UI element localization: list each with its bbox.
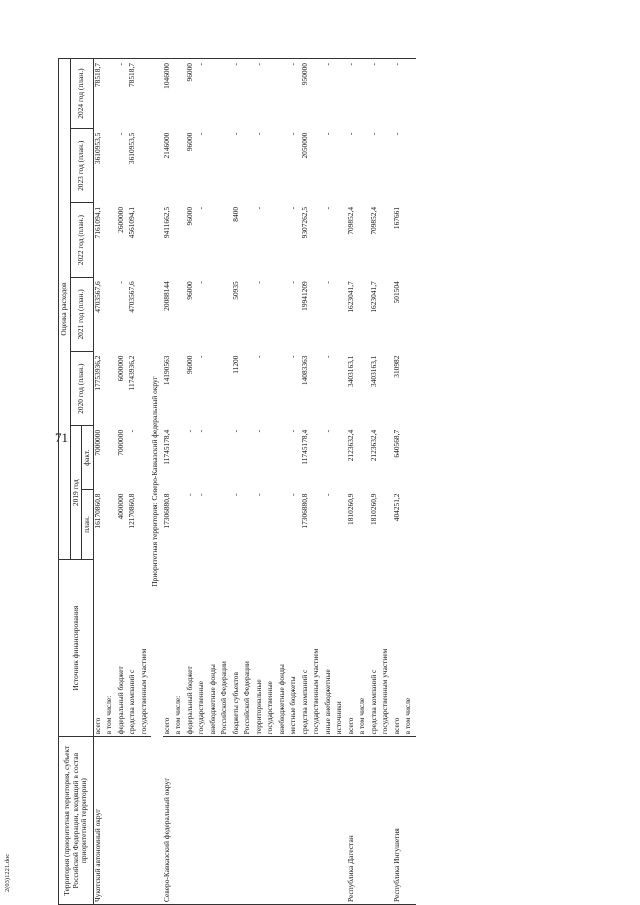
value-cell [278, 59, 290, 129]
territory-cell [117, 737, 129, 905]
table-row [335, 59, 347, 905]
value-cell [358, 277, 370, 351]
value-cell: 17306880,8 [161, 493, 171, 529]
value-cell [243, 426, 255, 490]
value-cell [220, 203, 232, 277]
value-cell [278, 352, 290, 426]
value-cell [381, 426, 393, 490]
source-cell: государственным участием [311, 648, 321, 735]
value-cell: 3403163,1 [368, 355, 378, 387]
value-cell [209, 277, 221, 351]
source-cell: территориальные [253, 679, 263, 735]
value-cell: - [289, 59, 301, 129]
section-heading-row [151, 59, 163, 905]
source-cell: внебюджетные фонды [207, 664, 217, 735]
value-cell [174, 426, 186, 490]
table-row [301, 59, 313, 905]
footer-filename: 2(03)1221.doc [4, 853, 11, 892]
value-cell [312, 426, 324, 490]
territory-cell [174, 737, 186, 905]
value-cell [278, 129, 290, 203]
value-cell [312, 277, 324, 351]
value-cell [105, 129, 117, 203]
table-row [404, 59, 416, 905]
value-cell: - [230, 429, 240, 433]
value-cell: 4000000 [115, 493, 125, 520]
value-cell: - [230, 493, 240, 496]
value-cell: - [184, 429, 194, 433]
territory-cell [301, 737, 313, 905]
rotated-table-sheet [58, 58, 640, 905]
territory-cell [220, 737, 232, 905]
value-cell [266, 203, 278, 277]
table-row [117, 59, 129, 905]
table-header [59, 59, 94, 905]
value-cell: 11745178,4 [161, 429, 171, 465]
value-cell: 4561094,1 [127, 206, 137, 239]
value-cell: - [288, 355, 298, 359]
value-cell [209, 59, 221, 129]
territory-cell [128, 737, 140, 905]
value-cell: 1046000 [163, 59, 175, 129]
value-cell: - [197, 59, 209, 129]
value-cell [209, 129, 221, 203]
value-cell: 19941209 [299, 281, 309, 311]
value-cell: 14190563 [161, 355, 171, 386]
value-cell: - [288, 281, 298, 284]
table-row [232, 59, 244, 905]
value-cell: - [255, 59, 267, 129]
table-row [266, 59, 278, 905]
territory-cell [255, 737, 267, 905]
value-cell: 4703567,6 [92, 281, 102, 313]
value-cell: 950000 [301, 59, 313, 129]
value-cell [404, 129, 416, 203]
value-cell [381, 277, 393, 351]
value-cell [335, 277, 347, 351]
value-cell [404, 277, 416, 351]
value-cell: - [196, 132, 206, 136]
value-cell [266, 352, 278, 426]
value-cell [312, 490, 324, 560]
value-cell: - [253, 132, 263, 136]
value-cell [220, 59, 232, 129]
value-cell: - [196, 493, 206, 496]
source-cell: средства компаний с [127, 669, 137, 735]
value-cell [335, 203, 347, 277]
table-row [381, 59, 393, 905]
header-territory: Территория (приоритетная территория, субъект Российской Федерации, входящий в состав приоритетной территории) [59, 737, 94, 905]
value-cell [381, 490, 393, 560]
source-cell: средства компаний с [368, 669, 378, 735]
value-cell: 6000000 [115, 355, 125, 382]
table-row [370, 59, 382, 905]
value-cell: - [196, 281, 206, 284]
value-cell: - [115, 132, 125, 136]
value-cell [140, 59, 152, 129]
value-cell: - [322, 132, 332, 136]
value-cell [140, 277, 152, 351]
value-cell [243, 352, 255, 426]
value-cell: 8400 [230, 206, 240, 222]
value-cell: 167661 [391, 206, 401, 230]
value-cell [220, 490, 232, 560]
header-2020: 2020 год (план.) [70, 352, 93, 426]
value-cell: 9411662,5 [161, 206, 171, 239]
territory-cell [381, 737, 393, 905]
value-cell: - [370, 59, 382, 129]
value-cell [174, 352, 186, 426]
value-cell: - [184, 493, 194, 496]
value-cell [381, 352, 393, 426]
value-cell: 7000000 [92, 429, 102, 456]
value-cell: 16170860,8 [92, 493, 102, 529]
table-row [220, 59, 232, 905]
value-cell [278, 277, 290, 351]
value-cell: - [391, 132, 401, 136]
table-row [197, 59, 209, 905]
source-cell: Российской Федерации [219, 661, 229, 735]
table-row [163, 59, 175, 905]
value-cell: 17753936,2 [92, 355, 102, 391]
table-row [128, 59, 140, 905]
value-cell: - [196, 429, 206, 433]
value-cell [174, 59, 186, 129]
value-cell: - [368, 132, 378, 136]
table-row [278, 59, 290, 905]
header-source: Источник финансирования [59, 560, 94, 737]
value-cell [220, 352, 232, 426]
table-row [209, 59, 221, 905]
value-cell: - [347, 59, 359, 129]
territory-cell: Северо-Кавказский федеральный округ [163, 737, 175, 905]
value-cell [404, 426, 416, 490]
table-body [93, 59, 416, 905]
value-cell: 96000 [184, 355, 194, 375]
value-cell: 709852,4 [345, 206, 355, 235]
value-cell: - [232, 59, 244, 129]
value-cell: 9307262,5 [299, 206, 309, 239]
value-cell [174, 203, 186, 277]
value-cell: - [253, 281, 263, 284]
value-cell: - [322, 493, 332, 496]
value-cell: - [322, 429, 332, 433]
value-cell [243, 203, 255, 277]
header-2024: 2024 год (план.) [70, 59, 93, 129]
value-cell [312, 59, 324, 129]
value-cell [220, 426, 232, 490]
value-cell [358, 352, 370, 426]
value-cell [209, 426, 221, 490]
source-cell: всего [161, 717, 171, 735]
value-cell: 3403163,1 [345, 355, 355, 387]
value-cell [335, 352, 347, 426]
value-cell [358, 129, 370, 203]
value-cell [358, 490, 370, 560]
value-cell [358, 59, 370, 129]
table-row [243, 59, 255, 905]
territory-cell [243, 737, 255, 905]
territory-cell [197, 737, 209, 905]
value-cell: - [324, 59, 336, 129]
value-cell [312, 203, 324, 277]
value-cell [105, 352, 117, 426]
value-cell: - [322, 355, 332, 359]
value-cell: 14083363 [299, 355, 309, 386]
value-cell [381, 59, 393, 129]
value-cell: 2050000 [299, 132, 309, 159]
value-cell: 7000000 [115, 429, 125, 456]
value-cell: - [253, 493, 263, 496]
value-cell: 1810260,9 [345, 493, 355, 525]
value-cell: 17306880,8 [299, 493, 309, 529]
territory-cell [266, 737, 278, 905]
source-cell: бюджеты субъектов [230, 672, 240, 735]
value-cell [358, 426, 370, 490]
expenses-table [58, 58, 416, 905]
source-cell: всего [92, 717, 102, 735]
value-cell [404, 203, 416, 277]
value-cell: 2123632,4 [368, 429, 378, 462]
value-cell: 640568,7 [391, 429, 401, 458]
territory-cell: Республика Ингушетия [393, 737, 405, 905]
value-cell [209, 490, 221, 560]
value-cell [140, 203, 152, 277]
source-cell: государственные [196, 681, 206, 735]
value-cell [140, 129, 152, 203]
value-cell [335, 59, 347, 129]
value-cell: 3610953,5 [92, 132, 102, 165]
table-row [93, 59, 105, 905]
territory-cell [209, 737, 221, 905]
value-cell: 96000 [186, 59, 198, 129]
value-cell: 12170860,8 [127, 493, 137, 529]
value-cell: 11743936,2 [127, 355, 137, 391]
source-cell: источники [334, 701, 344, 735]
value-cell: 11745178,4 [299, 429, 309, 465]
table-row [255, 59, 267, 905]
value-cell [174, 277, 186, 351]
value-cell: 709852,4 [368, 206, 378, 235]
value-cell [312, 352, 324, 426]
value-cell: - [322, 206, 332, 210]
source-cell: федеральный бюджет [184, 666, 194, 735]
value-cell: - [230, 132, 240, 136]
territory-cell [312, 737, 324, 905]
value-cell [105, 59, 117, 129]
value-cell: 4703567,6 [127, 281, 137, 313]
header-2021: 2021 год (план.) [70, 277, 93, 351]
value-cell [105, 426, 117, 490]
value-cell [105, 277, 117, 351]
page-number: 71 [55, 430, 68, 445]
value-cell [335, 129, 347, 203]
source-cell: государственным участием [380, 648, 390, 735]
value-cell: - [345, 132, 355, 136]
source-cell: внебюджетные фонды [276, 664, 286, 735]
value-cell [278, 203, 290, 277]
value-cell [243, 277, 255, 351]
value-cell: 78518,7 [128, 59, 140, 129]
value-cell [209, 352, 221, 426]
value-cell: 2123632,4 [345, 429, 355, 462]
source-cell: средства компаний с [299, 669, 309, 735]
value-cell [358, 203, 370, 277]
value-cell: 11200 [230, 355, 240, 374]
value-cell: 78518,7 [93, 59, 105, 129]
value-cell [278, 490, 290, 560]
value-cell [105, 203, 117, 277]
territory-cell [370, 737, 382, 905]
value-cell: - [322, 281, 332, 284]
source-cell: местные бюджеты [288, 676, 298, 735]
value-cell: 96000 [184, 132, 194, 152]
value-cell [243, 129, 255, 203]
value-cell: 20088144 [161, 281, 171, 311]
header-2019: 2019 год [70, 426, 82, 560]
table-row [105, 59, 117, 905]
value-cell: 2600000 [115, 206, 125, 233]
value-cell [266, 59, 278, 129]
territory-cell: Республика Дагестан [347, 737, 359, 905]
source-cell: федеральный бюджет [115, 666, 125, 735]
value-cell: 96000 [184, 206, 194, 226]
table-row [312, 59, 324, 905]
table-row [324, 59, 336, 905]
territory-cell [404, 737, 416, 905]
value-cell: 50935 [230, 281, 240, 300]
value-cell [243, 59, 255, 129]
value-cell [404, 490, 416, 560]
table-row [174, 59, 186, 905]
value-cell: 3610953,5 [127, 132, 137, 165]
value-cell: - [288, 429, 298, 433]
value-cell [312, 129, 324, 203]
header-2019-fact: факт. [82, 426, 94, 490]
value-cell: 96000 [184, 281, 194, 300]
value-cell [220, 277, 232, 351]
table-row [186, 59, 198, 905]
value-cell [381, 129, 393, 203]
value-cell [381, 203, 393, 277]
value-cell: 1810260,9 [368, 493, 378, 525]
value-cell: - [253, 429, 263, 433]
value-cell [243, 490, 255, 560]
territory-cell [324, 737, 336, 905]
table-row [358, 59, 370, 905]
value-cell [266, 490, 278, 560]
value-cell: 7161094,1 [92, 206, 102, 239]
value-cell: 1623041,7 [345, 281, 355, 313]
value-cell [174, 129, 186, 203]
value-cell [266, 129, 278, 203]
value-cell: - [288, 132, 298, 136]
source-cell: Российской Федерации [242, 661, 252, 735]
territory-cell [140, 737, 152, 905]
territory-cell [105, 737, 117, 905]
territory-cell [289, 737, 301, 905]
value-cell: 2146000 [161, 132, 171, 159]
header-2019-plan: план. [82, 490, 94, 560]
table-row [289, 59, 301, 905]
value-cell [174, 490, 186, 560]
source-cell: государственные [265, 681, 275, 735]
value-cell: - [127, 429, 137, 433]
source-cell: в том числе [403, 697, 413, 735]
value-cell: - [253, 355, 263, 359]
territory-cell [232, 737, 244, 905]
value-cell [335, 426, 347, 490]
value-cell: - [117, 59, 129, 129]
value-cell: - [196, 206, 206, 210]
source-cell: всего [345, 717, 355, 735]
source-cell: иные внебюджетные [322, 669, 332, 735]
value-cell [209, 203, 221, 277]
value-cell: - [288, 206, 298, 210]
header-2022: 2022 год (план.) [70, 203, 93, 277]
value-cell: - [288, 493, 298, 496]
value-cell [335, 490, 347, 560]
value-cell: 404251,2 [391, 493, 401, 522]
territory-cell: Чукотский автономный округ [93, 737, 105, 905]
section-heading: Приоритетная территория: Северо-Кавказский федеральный округ [151, 59, 163, 905]
territory-cell [358, 737, 370, 905]
source-cell: в том числе: [173, 695, 183, 735]
value-cell: 501504 [391, 281, 401, 304]
source-cell: государственным участием [138, 648, 148, 735]
value-cell: - [115, 281, 125, 284]
source-cell: всего [391, 717, 401, 735]
value-cell [404, 352, 416, 426]
header-2023: 2023 год (план.) [70, 129, 93, 203]
source-cell: в том числе: [104, 695, 114, 735]
territory-cell [278, 737, 290, 905]
value-cell: - [196, 355, 206, 359]
value-cell [220, 129, 232, 203]
source-cell: в том числе [357, 697, 367, 735]
value-cell: 1623041,7 [368, 281, 378, 313]
table-row [347, 59, 359, 905]
territory-cell [186, 737, 198, 905]
territory-cell [335, 737, 347, 905]
value-cell [404, 59, 416, 129]
value-cell: 310982 [391, 355, 401, 378]
value-cell [105, 490, 117, 560]
value-cell [278, 426, 290, 490]
value-cell [266, 426, 278, 490]
value-cell: - [393, 59, 405, 129]
header-estimate: Оценка расходов [59, 59, 71, 560]
value-cell [266, 277, 278, 351]
table-row [393, 59, 405, 905]
value-cell: - [253, 206, 263, 210]
